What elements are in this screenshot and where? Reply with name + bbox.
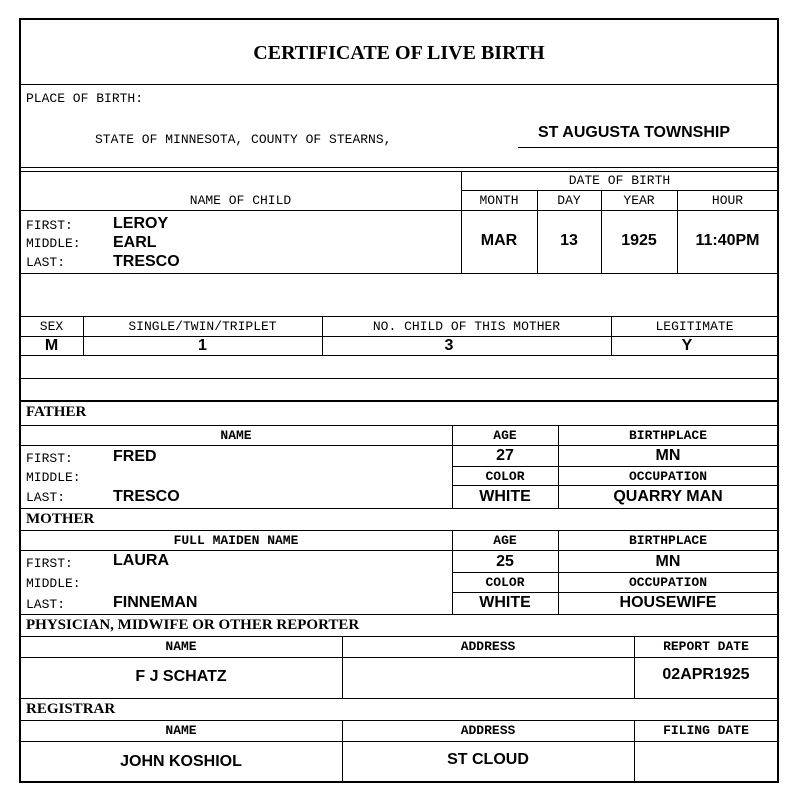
divider <box>20 614 778 615</box>
physician-name-header: NAME <box>165 639 197 654</box>
mother-occupation: HOUSEWIFE <box>619 594 717 611</box>
mother-age-header: AGE <box>493 533 517 548</box>
father-middle-label: MIDDLE: <box>26 470 81 485</box>
father-age-header: AGE <box>493 428 517 443</box>
child-first-name: LEROY <box>113 215 169 232</box>
birth-year: 1925 <box>621 232 657 249</box>
mother-birthplace: MN <box>655 553 681 570</box>
year-header: YEAR <box>623 193 655 208</box>
mother-last-label: LAST: <box>26 597 66 612</box>
divider <box>20 378 778 379</box>
registrar-name: JOHN KOSHIOL <box>120 753 242 770</box>
father-first-label: FIRST: <box>26 451 73 466</box>
report-date: 02APR1925 <box>662 666 750 683</box>
legitimate-header: LEGITIMATE <box>655 319 734 334</box>
name-of-child-header: NAME OF CHILD <box>189 193 292 208</box>
father-last-label: LAST: <box>26 490 66 505</box>
registrar-address-header: ADDRESS <box>460 723 516 738</box>
child-number-value: 3 <box>444 337 454 354</box>
divider <box>20 636 778 637</box>
mother-color: WHITE <box>479 594 531 611</box>
township-underline <box>518 147 778 148</box>
birth-day: 13 <box>560 232 578 249</box>
father-occupation-header: OCCUPATION <box>628 469 707 484</box>
sex-header: SEX <box>39 319 64 334</box>
plurality-value: 1 <box>198 337 207 354</box>
child-number-header: NO. CHILD OF THIS MOTHER <box>372 319 561 334</box>
child-last-label: LAST: <box>26 255 66 270</box>
child-last-name: TRESCO <box>113 253 180 270</box>
mother-color-header: COLOR <box>485 575 525 590</box>
physician-section-title: PHYSICIAN, MIDWIFE OR OTHER REPORTER <box>26 617 360 633</box>
divider <box>20 167 778 168</box>
mother-last-name: FINNEMAN <box>113 594 198 611</box>
birth-hour: 11:40PM <box>695 232 760 249</box>
divider <box>20 530 778 531</box>
filing-date-header: FILING DATE <box>663 723 749 738</box>
month-header: MONTH <box>479 193 519 208</box>
mother-first-label: FIRST: <box>26 556 73 571</box>
sex-value: M <box>44 337 59 354</box>
date-of-birth-header: DATE OF BIRTH <box>568 173 671 188</box>
report-date-header: REPORT DATE <box>663 639 749 654</box>
divider <box>20 720 778 721</box>
father-first-name: FRED <box>113 448 157 465</box>
father-birthplace-header: BIRTHPLACE <box>628 428 707 443</box>
divider <box>20 657 778 658</box>
day-header: DAY <box>557 193 581 208</box>
physician-address-header: ADDRESS <box>460 639 516 654</box>
birth-month: MAR <box>480 232 518 249</box>
plurality-header: SINGLE/TWIN/TRIPLET <box>128 319 277 334</box>
divider <box>20 273 778 274</box>
child-middle-name: EARL <box>113 234 157 251</box>
mother-birthplace-header: BIRTHPLACE <box>628 533 707 548</box>
divider <box>452 572 778 573</box>
divider <box>20 741 778 742</box>
father-name-header: NAME <box>220 428 252 443</box>
father-color-header: COLOR <box>485 469 525 484</box>
father-color: WHITE <box>479 488 531 505</box>
divider <box>452 466 778 467</box>
place-of-birth-label: PLACE OF BIRTH: <box>26 91 144 106</box>
child-first-label: FIRST: <box>26 218 73 233</box>
physician-name: F J SCHATZ <box>135 668 227 685</box>
divider <box>20 336 778 337</box>
father-birthplace: MN <box>655 447 681 464</box>
divider <box>452 592 778 593</box>
father-age: 27 <box>496 447 514 464</box>
registrar-name-header: NAME <box>165 723 197 738</box>
divider <box>20 550 778 551</box>
registrar-section-title: REGISTRAR <box>26 701 116 717</box>
divider <box>20 316 778 317</box>
divider <box>20 400 778 402</box>
father-section-title: FATHER <box>26 404 87 420</box>
mother-age: 25 <box>496 553 514 570</box>
legitimate-value: Y <box>681 337 693 354</box>
mother-first-name: LAURA <box>113 552 169 569</box>
hour-header: HOUR <box>711 193 744 208</box>
divider <box>20 445 778 446</box>
mother-section-title: MOTHER <box>26 511 95 527</box>
mother-occupation-header: OCCUPATION <box>628 575 707 590</box>
divider <box>20 210 778 211</box>
divider <box>20 698 778 699</box>
child-middle-label: MIDDLE: <box>26 236 81 251</box>
certificate-title: CERTIFICATE OF LIVE BIRTH <box>253 42 545 64</box>
mother-name-header: FULL MAIDEN NAME <box>173 533 299 548</box>
registrar-address: ST CLOUD <box>447 751 529 768</box>
divider <box>20 171 778 172</box>
divider <box>20 84 778 85</box>
divider <box>452 485 778 486</box>
township-value: ST AUGUSTA TOWNSHIP <box>538 124 730 141</box>
divider <box>20 508 778 509</box>
mother-middle-label: MIDDLE: <box>26 576 81 591</box>
father-occupation: QUARRY MAN <box>613 488 723 505</box>
state-county-text: STATE OF MINNESOTA, COUNTY OF STEARNS, <box>95 132 392 147</box>
divider <box>20 425 778 426</box>
divider <box>461 190 778 191</box>
divider <box>20 355 778 356</box>
father-last-name: TRESCO <box>113 488 180 505</box>
